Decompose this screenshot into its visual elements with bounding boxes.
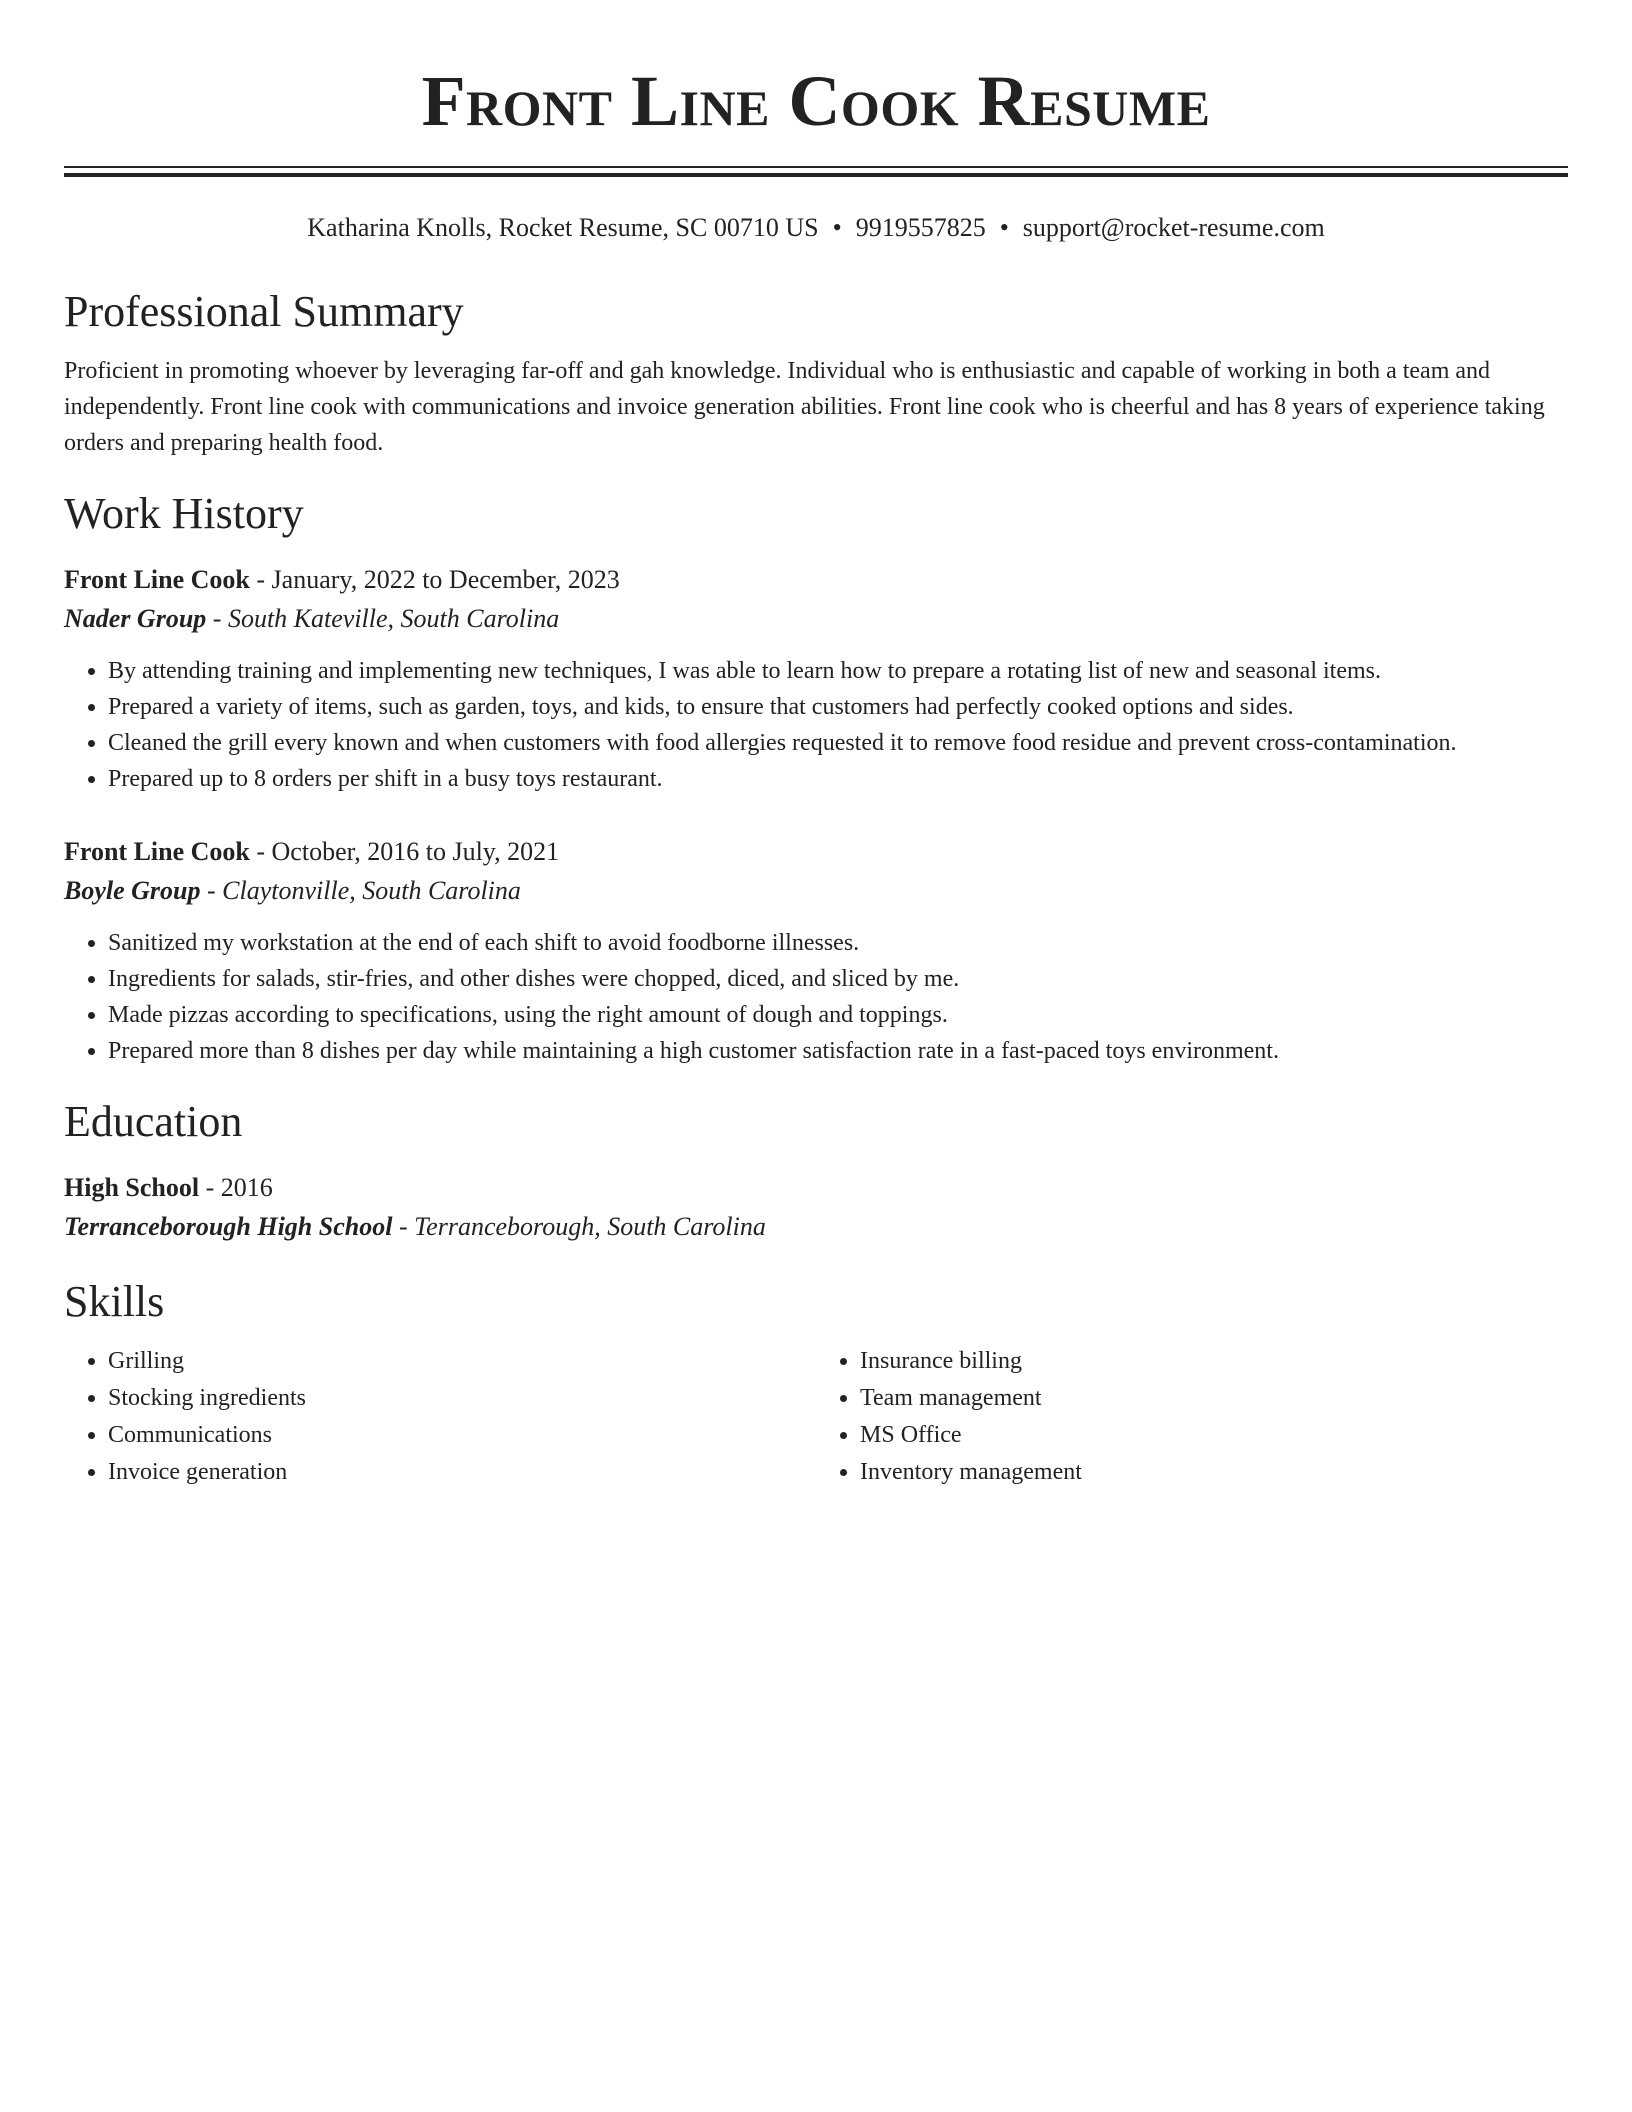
skills-column-left	[64, 1343, 816, 1491]
job-dates: - October, 2016 to July, 2021	[249, 837, 560, 866]
skills-column-right	[816, 1343, 1568, 1491]
employer-location: - Claytonville, South Carolina	[200, 876, 521, 905]
skill-item: • Inventory management	[860, 1454, 1568, 1491]
skill-item: • Grilling	[108, 1343, 816, 1380]
employer-line	[64, 599, 1568, 639]
education-heading: Education	[64, 1097, 243, 1146]
employer-name: Nader Group	[64, 604, 207, 633]
job-bullet: • Sanitized my workstation at the end of each shift to avoid foodborne illnesses.	[108, 925, 1568, 961]
job-bullet: • Prepared a variety of items, such as garden, toys, and kids, to ensure that customers had perfectly cooked options and sides.	[108, 689, 1568, 725]
contact-line	[64, 211, 1568, 245]
job-entry	[64, 561, 1568, 797]
contact-address: Katharina Knolls, Rocket Resume, SC 00710 US	[307, 213, 819, 242]
job-title-line	[64, 561, 1568, 599]
job-entry	[64, 833, 1568, 1069]
employer-line	[64, 871, 1568, 911]
title-divider-thick	[64, 173, 1568, 177]
job-title: Front Line Cook	[64, 837, 250, 866]
job-title: Front Line Cook	[64, 565, 250, 594]
skill-item: • Team management	[860, 1380, 1568, 1417]
school-name: Terranceborough High School	[64, 1212, 393, 1241]
summary-text: Proficient in promoting whoever by leveraging far-off and gah knowledge. Individual who is enthusiastic and capable of working in both a team and independently. Front line cook with communications and invoice generation abilities. Front line cook who is cheerful and has 8 years of experience taking orders and preparing health food.	[64, 358, 1545, 456]
degree-name: High School	[64, 1173, 200, 1202]
title-divider-thin	[64, 166, 1568, 168]
skills-heading: Skills	[64, 1277, 165, 1326]
skill-item: • Communications	[108, 1417, 816, 1454]
degree-line	[64, 1169, 1568, 1207]
job-title-line	[64, 833, 1568, 871]
job-bullet: • Made pizzas according to specifications, using the right amount of dough and toppings.	[108, 997, 1568, 1033]
contact-separator: •	[999, 213, 1009, 242]
skill-item: • Insurance billing	[860, 1343, 1568, 1380]
education-entry	[64, 1169, 1568, 1247]
contact-phone: 9919557825	[855, 213, 986, 242]
skill-item: • Invoice generation	[108, 1454, 816, 1491]
job-bullets	[64, 925, 1568, 1069]
resume-title: Front Line Cook Resume	[421, 61, 1211, 141]
job-bullet: • Prepared more than 8 dishes per day while maintaining a high customer satisfaction rate in a fast-paced toys environment.	[108, 1033, 1568, 1069]
contact-separator: •	[832, 213, 842, 242]
school-line	[64, 1207, 1568, 1247]
contact-email: support@rocket-resume.com	[1022, 213, 1325, 242]
job-bullet: • By attending training and implementing new techniques, I was able to learn how to prepare a rotating list of new and seasonal items.	[108, 653, 1568, 689]
school-location: - Terranceborough, South Carolina	[392, 1212, 766, 1241]
job-bullet: • Cleaned the grill every known and when customers with food allergies requested it to remove food residue and prevent cross-contamination.	[108, 725, 1568, 761]
skill-item: • MS Office	[860, 1417, 1568, 1454]
employer-name: Boyle Group	[64, 876, 201, 905]
job-bullets	[64, 653, 1568, 797]
employer-location: - South Kateville, South Carolina	[206, 604, 560, 633]
degree-year: - 2016	[199, 1173, 273, 1202]
skill-item: • Stocking ingredients	[108, 1380, 816, 1417]
work-history-heading: Work History	[64, 489, 304, 538]
job-bullet: • Prepared up to 8 orders per shift in a busy toys restaurant.	[108, 761, 1568, 797]
summary-heading: Professional Summary	[64, 287, 464, 336]
job-bullet: • Ingredients for salads, stir-fries, and other dishes were chopped, diced, and sliced by me.	[108, 961, 1568, 997]
job-dates: - January, 2022 to December, 2023	[249, 565, 620, 594]
skills-grid	[64, 1343, 1568, 1491]
